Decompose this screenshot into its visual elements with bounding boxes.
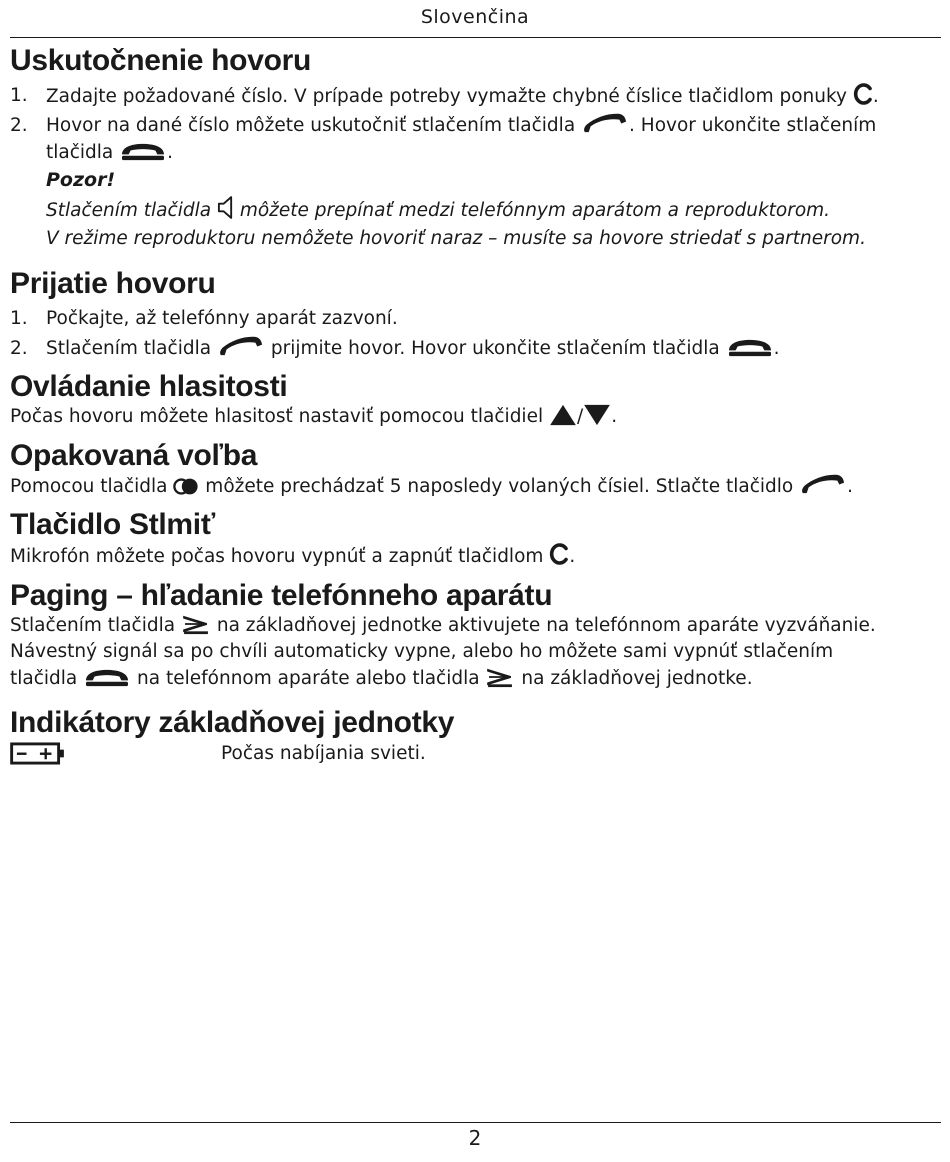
clear-c-icon — [549, 542, 569, 566]
list-item: 2. Hovor na dané číslo môžete uskutočniť stlačením tlačidla . Hovor ukončite stlačením tlačidla . — [10, 112, 942, 166]
list-item: 1. Zadajte požadované číslo. V prípade potreby vymažte chybné číslice tlačidlom ponuky . — [10, 82, 942, 110]
section-redial — [10, 439, 942, 501]
end-call-handset-icon — [83, 667, 131, 688]
battery-icon — [10, 742, 66, 769]
end-call-handset-icon — [726, 337, 774, 358]
end-call-handset-icon — [119, 141, 167, 162]
list-number: 2. — [10, 115, 28, 136]
section-paging — [10, 579, 942, 693]
list-item: 1. Počkajte, až telefónny aparát zazvoní. — [10, 305, 942, 332]
volume-down-icon — [583, 404, 611, 426]
list-number: 2. — [10, 338, 28, 359]
page-number: 2 — [468, 1126, 482, 1150]
list-number: 1. — [10, 308, 28, 329]
page-header-language: Slovenčina — [420, 6, 530, 28]
talk-handset-icon — [799, 473, 847, 496]
section-title-paging: Paging – hľadanie telefónneho aparátu — [10, 578, 553, 612]
footer-rule — [10, 1122, 941, 1123]
speaker-icon — [217, 195, 234, 220]
talk-handset-icon — [581, 112, 629, 135]
paging-icon — [485, 666, 515, 688]
mute-text: Mikrofón môžete počas hovoru vypnúť a zapnúť tlačidlom . — [10, 542, 942, 571]
section-volume — [10, 370, 942, 431]
section-title-mute: Tlačidlo Stlmiť — [10, 508, 215, 541]
indicator-text: Počas nabíjania svieti. — [221, 743, 426, 764]
volume-text: Počas hovoru môžete hlasitosť nastaviť pomocou tlačidiel / . — [10, 406, 618, 427]
list-number: 1. — [10, 85, 28, 106]
indicator-row-charging — [10, 740, 942, 770]
redial-text: Pomocou tlačidla môžete prechádzať 5 naposledy volaných čísiel. Stlačte tlačidlo . — [10, 473, 942, 501]
header-rule — [10, 37, 941, 38]
page-content — [10, 44, 942, 770]
step-text: Hovor na dané číslo môžete uskutočniť stlačením tlačidla — [46, 115, 576, 136]
section-mute — [10, 508, 942, 571]
caution-title: Pozor! — [46, 169, 116, 191]
paging-icon — [181, 613, 211, 635]
list-item: 2. Stlačením tlačidla prijmite hovor. Hovor ukončite stlačením tlačidla . — [10, 335, 942, 362]
section-answer-call — [10, 267, 942, 362]
volume-up-icon — [549, 404, 577, 426]
section-title-answer-call: Prijatie hovoru — [10, 267, 216, 300]
section-title-indicators: Indikátory základňovej jednotky — [10, 706, 455, 739]
section-make-call — [10, 44, 942, 253]
clear-c-icon — [853, 82, 873, 106]
caution-note: Pozor! Stlačením tlačidla môžete prepínať medzi telefónnym aparátom a reproduktorom. V režime reproduktoru nemôžete hovoriť naraz – musíte sa hovore striedať s partnerom. — [46, 169, 866, 249]
paging-text: Stlačením tlačidla na základňovej jednotke aktivujete na telefónnom aparáte vyzváňanie. Návestný signál sa po chvíli automaticky vypne, alebo ho môžete sami vypnúť stlačením tlačidla na telefónnom aparáte alebo tlačidla na základňovej jednotke. — [10, 614, 876, 689]
section-title-volume: Ovládanie hlasitosti — [10, 370, 288, 403]
step-text: Zadajte požadované číslo. V prípade potreby vymažte chybné číslice tlačidlom ponuky — [46, 86, 847, 107]
section-title-make-call: Uskutočnenie hovoru — [10, 44, 312, 77]
section-title-redial: Opakovaná voľba — [10, 438, 258, 472]
section-indicators — [10, 706, 942, 770]
talk-handset-icon — [217, 335, 265, 358]
redial-icon — [173, 477, 199, 496]
